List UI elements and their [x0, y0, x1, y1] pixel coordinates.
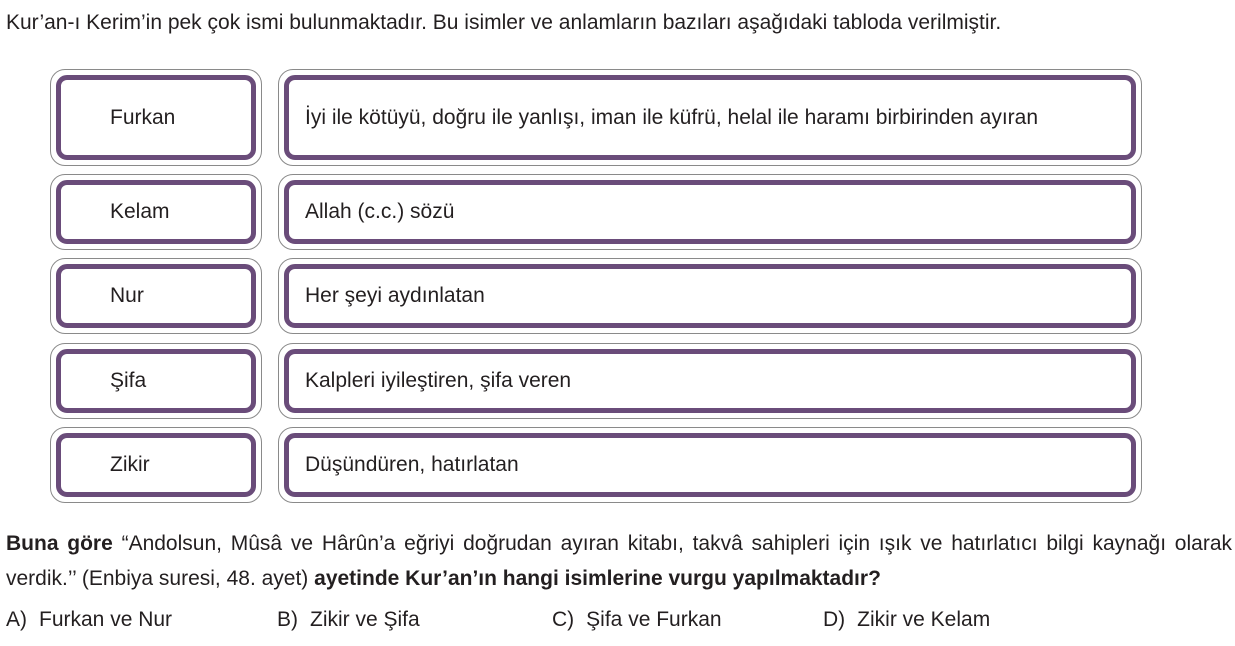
name-cell — [50, 69, 262, 166]
option-c[interactable] — [552, 603, 722, 637]
option-a[interactable] — [6, 603, 172, 637]
option-text: Şifa ve Furkan — [586, 608, 722, 631]
option-letter: D) — [823, 608, 846, 631]
table-row-furkan — [50, 69, 1142, 166]
name-label: Furkan — [56, 75, 256, 160]
option-letter: A) — [6, 608, 27, 631]
name-cell — [50, 258, 262, 334]
meaning-label: İyi ile kötüyü, doğru ile yanlışı, iman ile küfrü, helal ile haramı birbirinden ayıran — [284, 75, 1136, 160]
meaning-label: Kalpleri iyileştiren, şifa veren — [284, 349, 1136, 413]
question-lead: Buna göre — [6, 532, 113, 555]
meaning-cell — [278, 258, 1142, 334]
answer-options — [6, 603, 1106, 637]
meaning-label: Her şeyi aydınlatan — [284, 264, 1136, 328]
name-label: Zikir — [56, 433, 256, 497]
option-b[interactable] — [277, 603, 420, 637]
name-label: Kelam — [56, 180, 256, 244]
name-label: Şifa — [56, 349, 256, 413]
meaning-label: Allah (c.c.) sözü — [284, 180, 1136, 244]
table-row-kelam — [50, 174, 1142, 250]
meaning-label: Düşündüren, hatırlatan — [284, 433, 1136, 497]
table-row-sifa — [50, 343, 1142, 419]
name-cell — [50, 427, 262, 503]
option-text: Zikir ve Kelam — [857, 608, 991, 631]
question-tail: ayetinde Kur’an’ın hangi isimlerine vurgu yapılmaktadır? — [314, 567, 881, 590]
option-text: Zikir ve Şifa — [310, 608, 420, 631]
option-d[interactable] — [823, 603, 990, 637]
table-row-zikir — [50, 427, 1142, 503]
question-quote: “Andolsun, Mûsâ ve Hârûn’a eğriyi doğrudan ayıran kitabı, takvâ sahipleri için ışık ve hatırlatıcı bilgi kaynağı olarak verdik.’’ (Enbiya suresi, 48. ayet) — [6, 532, 1232, 590]
question-text — [6, 526, 1232, 596]
option-letter: B) — [277, 608, 298, 631]
meaning-cell — [278, 427, 1142, 503]
table-row-nur — [50, 258, 1142, 334]
meaning-cell — [278, 69, 1142, 166]
option-letter: C) — [552, 608, 575, 631]
meaning-cell — [278, 343, 1142, 419]
intro-text: Kur’an-ı Kerim’in pek çok ismi bulunmaktadır. Bu isimler ve anlamların bazıları aşağıdaki tabloda verilmiştir. — [6, 11, 1002, 34]
name-cell — [50, 174, 262, 250]
meaning-cell — [278, 174, 1142, 250]
option-text: Furkan ve Nur — [39, 608, 173, 631]
name-label: Nur — [56, 264, 256, 328]
name-cell — [50, 343, 262, 419]
